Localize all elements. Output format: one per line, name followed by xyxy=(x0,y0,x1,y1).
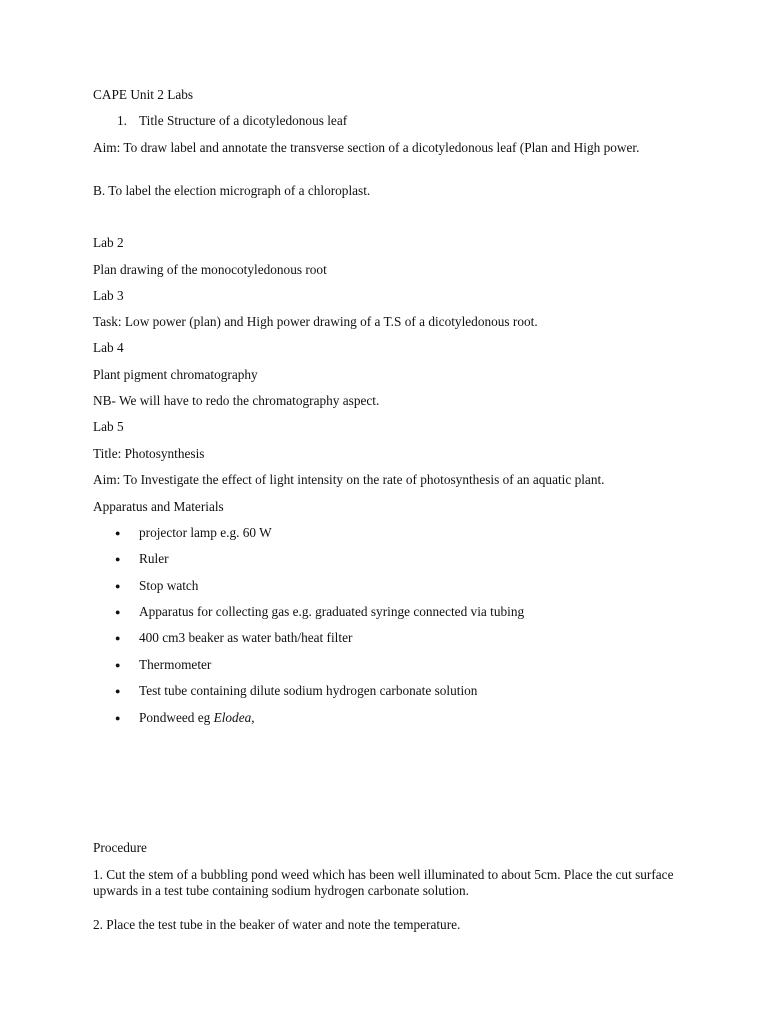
lab5-aim: Aim: To Investigate the effect of light intensity on the rate of photosynthesis of an aquatic plant. xyxy=(93,472,605,487)
pondweed-species: Elodea xyxy=(213,710,252,725)
document-title: CAPE Unit 2 Labs xyxy=(93,87,194,102)
lab3-text: Task: Low power (plan) and High power drawing of a T.S of a dicotyledonous root. xyxy=(93,314,538,329)
procedure-step: 2. Place the test tube in the beaker of water and note the temperature. xyxy=(93,917,461,932)
list-item-text: Stop watch xyxy=(139,578,199,593)
apparatus-heading: Apparatus and Materials xyxy=(93,499,224,514)
lab1-title: Title Structure of a dicotyledonous leaf xyxy=(139,113,348,128)
bullet-icon: ● xyxy=(115,581,121,591)
procedure-heading: Procedure xyxy=(93,840,147,855)
bullet-icon: ● xyxy=(115,554,121,564)
lab4-text: Plant pigment chromatography xyxy=(93,367,258,382)
list-item-text xyxy=(139,710,255,726)
lab1-aim-b: B. To label the election micrograph of a chloroplast. xyxy=(93,183,371,198)
lab4-heading: Lab 4 xyxy=(93,340,124,355)
pondweed-suffix: , xyxy=(251,710,255,725)
bullet-icon: ● xyxy=(115,660,121,670)
list-item-text: Thermometer xyxy=(139,657,212,672)
lab1-aim: Aim: To draw label and annotate the transverse section of a dicotyledonous leaf (Plan and High power. xyxy=(93,140,640,155)
list-item-text: Test tube containing dilute sodium hydrogen carbonate solution xyxy=(139,683,478,698)
bullet-icon: ● xyxy=(115,528,121,538)
bullet-icon: ● xyxy=(115,607,121,617)
list-item-text: Apparatus for collecting gas e.g. graduated syringe connected via tubing xyxy=(139,604,525,619)
list-number: 1. xyxy=(117,113,127,128)
pondweed-prefix: Pondweed eg xyxy=(139,710,214,725)
procedure-step: 1. Cut the stem of a bubbling pond weed which has been well illuminated to about 5cm. Place the cut surface upwards in a test tube containing sodium hydrogen carbonate solution. xyxy=(93,867,674,898)
lab2-text: Plan drawing of the monocotyledonous root xyxy=(93,262,327,277)
lab4-note: NB- We will have to redo the chromatography aspect. xyxy=(93,393,380,408)
list-item-text: Ruler xyxy=(139,551,169,566)
bullet-icon: ● xyxy=(115,713,121,723)
list-item-text: 400 cm3 beaker as water bath/heat filter xyxy=(139,630,353,645)
bullet-icon: ● xyxy=(115,686,121,696)
list-item-text: projector lamp e.g. 60 W xyxy=(139,525,272,540)
lab2-heading: Lab 2 xyxy=(93,235,124,250)
lab5-title: Title: Photosynthesis xyxy=(93,446,205,461)
lab5-heading: Lab 5 xyxy=(93,419,124,434)
lab3-heading: Lab 3 xyxy=(93,288,124,303)
bullet-icon: ● xyxy=(115,633,121,643)
